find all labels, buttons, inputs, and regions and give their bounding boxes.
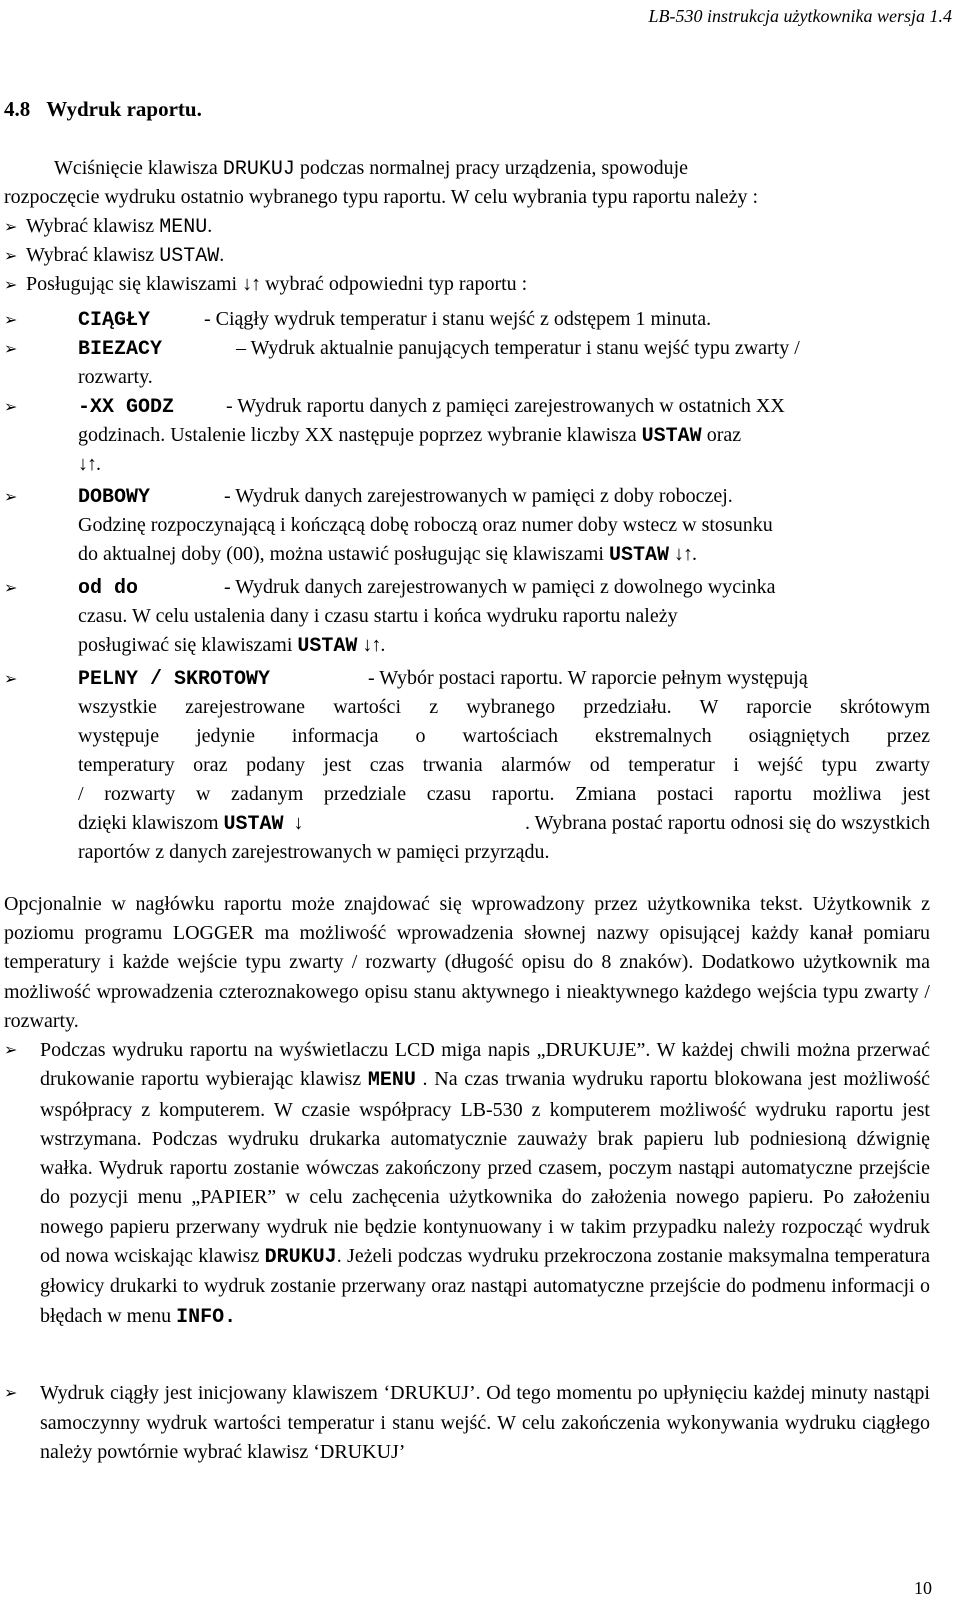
report-type-desc: - Wydruk danych zarejestrowanych w pamięci z dowolnego wycinka	[224, 576, 776, 598]
step-text: Wybrać klawisz	[26, 244, 160, 266]
line-end: .	[96, 453, 101, 475]
arrow-keys-icon: ↓↑	[362, 634, 381, 656]
report-type-desc-2: godzinach. Ustalenie liczby XX następuje poprzez wybranie klawisza	[78, 424, 642, 446]
report-type-pelny-line-2: występuje jedynie informacja o wartościach ekstremalnych osiągniętych przez	[78, 725, 930, 747]
step-after: .	[207, 215, 213, 237]
arrow-down-icon: ↓	[293, 812, 304, 834]
report-type-od-do-cont-1: czasu. W celu ustalenia dany i czasu startu i końca wydruku raportu należy	[78, 605, 678, 627]
key-ustaw: USTAW	[223, 813, 284, 836]
report-type-name: od do	[78, 577, 139, 600]
report-type-name: -XX GODZ	[78, 396, 175, 419]
report-type-ciagly	[4, 305, 934, 335]
report-type-biezacy-cont: rozwarty.	[78, 366, 153, 388]
key-ustaw: USTAW	[608, 544, 669, 567]
report-type-pelny-line-5	[78, 809, 930, 839]
report-type-od-do-cont-2	[78, 631, 938, 661]
bullet-icon: ➢	[4, 341, 18, 358]
step-after: .	[219, 244, 225, 266]
bullet-icon: ➢	[4, 248, 18, 265]
bullet-icon: ➢	[4, 277, 18, 294]
bullet-icon: ➢	[4, 399, 18, 416]
step-text: Posługując się klawiszami	[26, 273, 243, 295]
section-number: 4.8	[4, 97, 31, 121]
report-type-desc: – Wydruk aktualnie panujących temperatur i stanu wejść typu zwarty /	[236, 337, 800, 359]
printing-text-1: Podczas wydruku raportu na wyświetlaczu LCD miga napis „DRUKUJE”. W każdej chwili można przerwać drukowanie raportu wybierając klawisz	[40, 1039, 930, 1091]
report-type-xx-godz-cont	[78, 421, 938, 451]
report-type-desc-3: do aktualnej doby (00), można ustawić posługując się klawiszami	[78, 543, 609, 565]
running-header: LB-530 instrukcja użytkownika wersja 1.4	[648, 6, 952, 26]
printing-paragraph	[4, 1036, 930, 1332]
printing-text-2: . Na czas trwania wydruku raportu blokowana jest możliwość współpracy z komputerem. W czasie współpracy LB-530 z komputerem możliwość wydruku raportu jest wstrzymana. Podczas wydruku drukarka automatycznie zauważy brak papieru lub podniesioną dźwignię wałka. Wydruk raportu zostanie wówczas zakończony przed czasem, poczym nastąpi automatyczne przejście do pozycji menu „PAPIER” w celu zachęcenia użytkownika do założenia nowego papieru. Po założeniu nowego papieru przerwany wydruk nie będzie kontynuowany i w takim przypadku należy rozpocząć wydruk od nowa wciskając klawisz	[40, 1068, 930, 1268]
continuous-text: Wydruk ciągły jest inicjowany klawiszem ‘DRUKUJ’. Od tego momentu po upłynięciu każdej minuty nastąpi samoczynny wydruk wartości temperatur i stanu wejść. W celu zakończenia wykonywania wydruku ciągłego należy powtórnie wybrać klawisz ‘DRUKUJ’	[40, 1382, 930, 1463]
pelny-last-b: . Wybrana postać raportu odnosi się do wszystkich	[524, 812, 930, 834]
page-number: 10	[914, 1578, 932, 1598]
key-drukuj: DRUKUJ	[222, 158, 295, 181]
key-ustaw: USTAW	[641, 425, 702, 448]
report-type-pelny-line-6: raportów z danych zarejestrowanych w pamięci przyrządu.	[78, 841, 550, 863]
report-type-xx-godz	[4, 392, 934, 422]
report-type-pelny-line-3: temperatury oraz podany jest czas trwania alarmów od temperatur i wejść typu zwarty	[78, 754, 930, 776]
step-1	[4, 212, 924, 242]
pelny-last-a: dzięki klawiszom	[78, 812, 224, 834]
section-title: Wydruk raportu.	[46, 97, 202, 121]
step-text: Wybrać klawisz	[26, 215, 160, 237]
arrow-keys-icon: ↓↑	[674, 543, 692, 565]
section-heading	[4, 97, 202, 122]
line-end: .	[380, 634, 386, 656]
report-type-biezacy	[4, 334, 934, 364]
bullet-icon: ➢	[4, 1385, 18, 1402]
printing-text-3: . Jeżeli podczas wydruku przekroczona zostanie maksymalna temperatura głowicy drukarki to wydruk zostanie przerwany oraz nastąpi automatyczne przejście do podmenu informacji o błędach w menu	[40, 1245, 931, 1327]
step-after: wybrać odpowiedni typ raportu :	[260, 273, 528, 295]
report-type-od-do	[4, 573, 934, 603]
report-type-name: CIĄGŁY	[78, 309, 151, 332]
report-type-desc: - Ciągły wydruk temperatur i stanu wejść z odstępem 1 minuta.	[204, 308, 712, 330]
key-ustaw: USTAW	[297, 635, 358, 658]
report-type-dobowy-cont-1: Godzinę rozpoczynającą i kończącą dobę roboczą oraz numer doby wstecz w stosunku	[78, 514, 773, 536]
arrow-keys-icon: ↓↑	[78, 453, 96, 475]
key-menu: MENU	[367, 1069, 416, 1093]
step-2	[4, 241, 924, 271]
intro-text: Wciśnięcie klawisza	[54, 157, 223, 179]
bullet-icon: ➢	[4, 219, 18, 236]
report-type-dobowy-cont-2	[78, 540, 938, 570]
key-ustaw: USTAW	[159, 245, 220, 268]
step-3	[4, 270, 924, 300]
pelny-line-5-a	[78, 809, 304, 839]
line-end: .	[692, 543, 697, 565]
bullet-icon: ➢	[4, 489, 18, 506]
report-type-desc: - Wydruk raportu danych z pamięci zarejestrowanych w ostatnich XX	[226, 395, 785, 417]
report-type-desc-3: oraz	[701, 424, 742, 446]
bullet-icon: ➢	[4, 312, 18, 329]
intro-line-1	[54, 154, 934, 184]
intro-line-2: rozpoczęcie wydruku ostatnio wybranego typu raportu. W celu wybrania typu raportu należy :	[4, 186, 759, 208]
report-type-pelny-line-4: / rozwarty w zadanym przedziale czasu raportu. Zmiana postaci raportu możliwa jest	[78, 783, 930, 805]
report-type-name: DOBOWY	[78, 486, 151, 509]
report-type-desc: - Wydruk danych zarejestrowanych w pamięci z doby roboczej.	[224, 485, 733, 507]
optional-header-paragraph: Opcjonalnie w nagłówku raportu może znajdować się wprowadzony przez użytkownika tekst. Użytkownik z poziomu programu LOGGER ma możliwość wprowadzenia słownej nazwy opisującej każdy kanał pomiaru temperatury i każde wejście typu zwarty / rozwarty (długość opisu do 8 znaków). Dodatkowo użytkownik ma możliwość wprowadzenia czteroznakowego opisu stanu aktywnego i nieaktywnego każdego wejścia typu zwarty / rozwarty.	[4, 893, 930, 1032]
report-type-desc-3: posługiwać się klawiszami	[78, 634, 298, 656]
report-type-pelny-line-1: wszystkie zarejestrowane wartości z wybranego przedziału. W raporcie skrótowym	[78, 696, 930, 718]
key-drukuj: DRUKUJ	[264, 1246, 337, 1270]
printing-text	[40, 1036, 930, 1332]
key-info: INFO.	[176, 1305, 237, 1329]
report-type-pelny	[4, 664, 934, 694]
bullet-icon: ➢	[4, 1042, 18, 1059]
report-type-desc: - Wybór postaci raportu. W raporcie pełnym występują	[368, 667, 808, 689]
bullet-icon: ➢	[4, 671, 18, 688]
report-type-dobowy	[4, 482, 934, 512]
report-type-name: BIEZACY	[78, 338, 163, 361]
report-type-name: PELNY / SKROTOWY	[78, 668, 271, 691]
key-menu: MENU	[159, 216, 208, 239]
arrow-keys-icon: ↓↑	[242, 273, 261, 295]
report-type-xx-godz-arrows	[78, 450, 278, 479]
continuous-paragraph	[4, 1379, 930, 1468]
bullet-icon: ➢	[4, 580, 18, 597]
intro-text-b: podczas normalnej pracy urządzenia, spowoduje	[294, 157, 689, 179]
